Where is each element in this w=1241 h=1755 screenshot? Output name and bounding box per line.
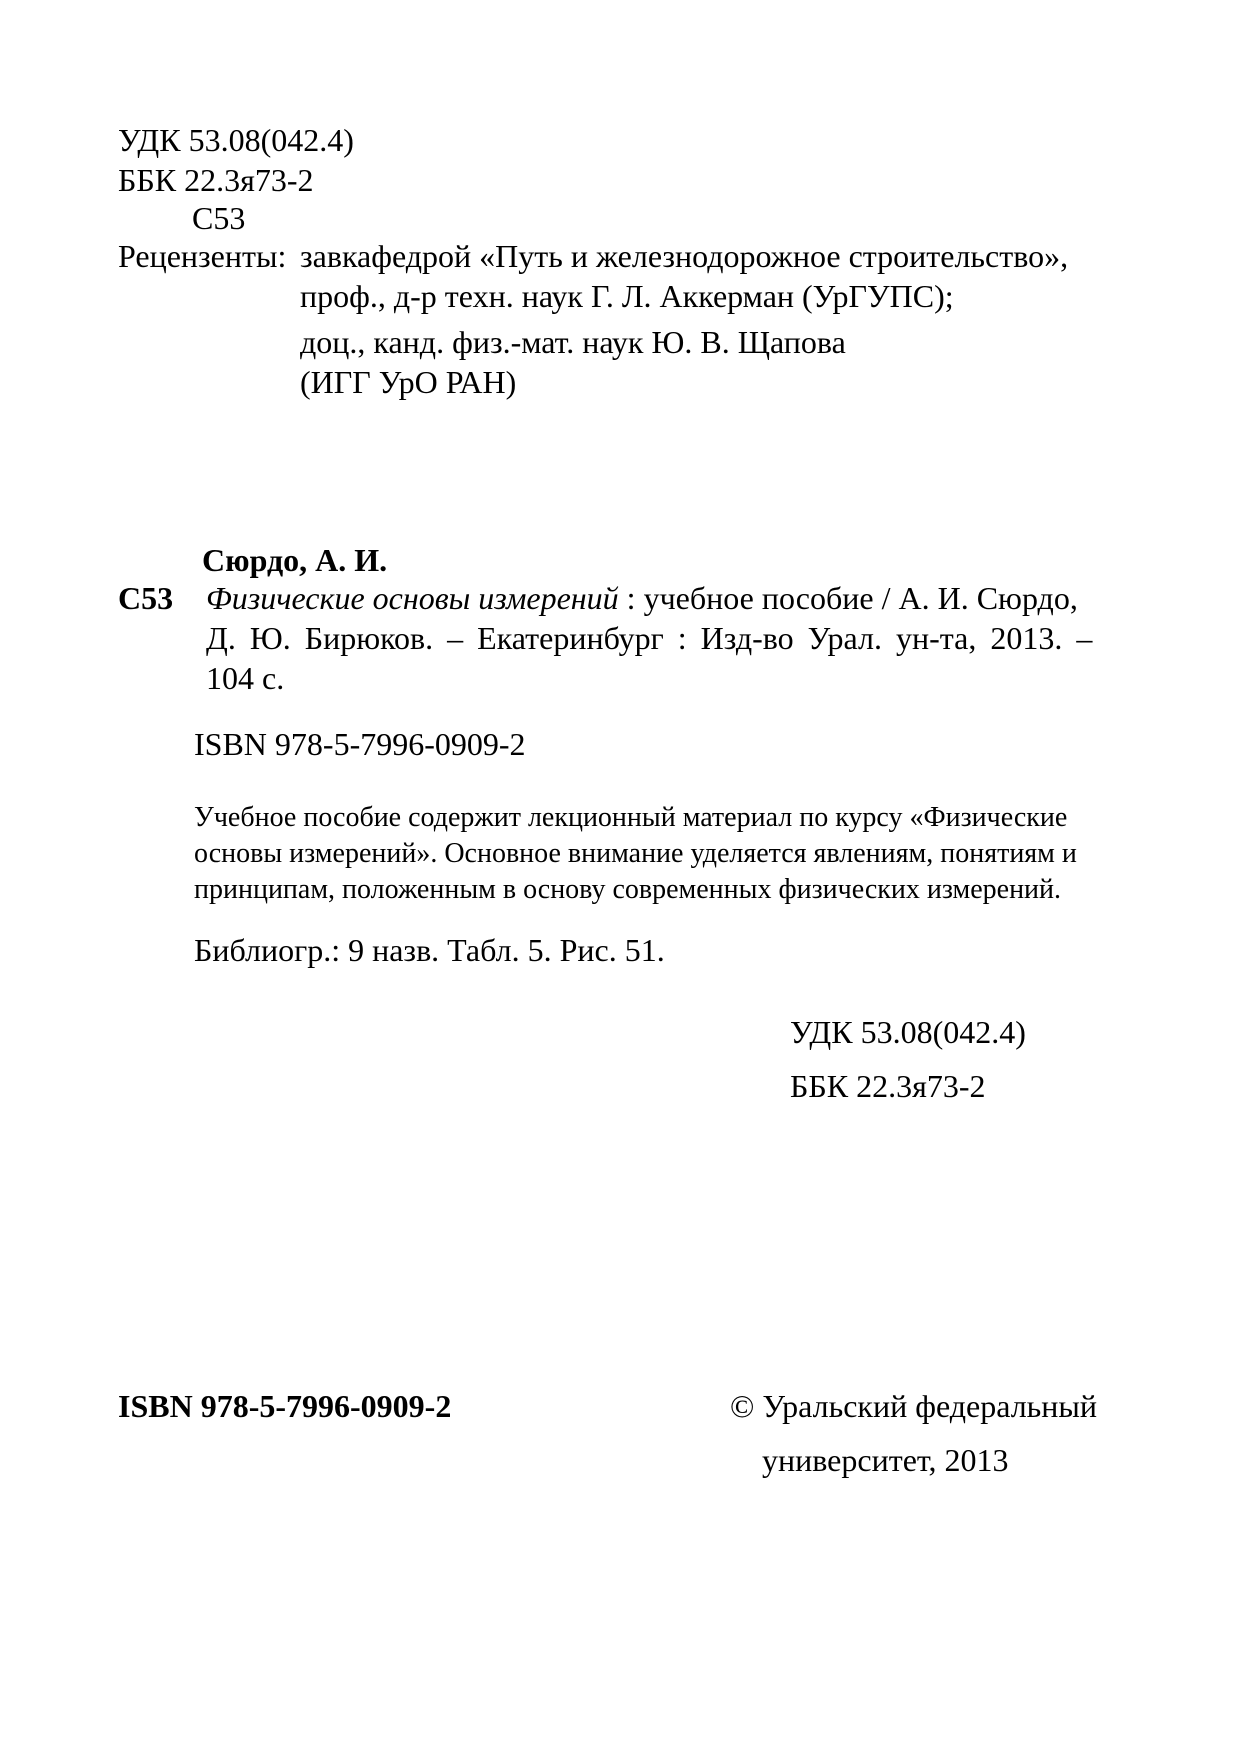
bibliography-info: Библиогр.: 9 назв. Табл. 5. Рис. 51. (194, 932, 665, 968)
bottom-isbn: ISBN 978-5-7996-0909-2 (118, 1388, 452, 1424)
copyright-line-2: университет, 2013 (762, 1442, 1009, 1478)
catalog-line-2: Д. Ю. Бирюков. – Екатеринбург : Изд-во Урал. ун-та, 2013. – (206, 620, 1093, 656)
annotation-line-3: принципам, положенным в основу современных физических измерений. (194, 874, 1062, 905)
catalog-line-1-rest: : учебное пособие / А. И. Сюрдо, (618, 580, 1078, 616)
reviewer-line-1: завкафедрой «Путь и железнодорожное строительство», (300, 238, 1069, 274)
footer-bbk-code: ББК 22.3я73-2 (790, 1068, 986, 1104)
udk-code: УДК 53.08(042.4) (118, 122, 354, 158)
catalog-isbn: ISBN 978-5-7996-0909-2 (194, 726, 526, 762)
copyright-line-1: © Уральский федеральный (730, 1388, 1097, 1424)
catalog-line-3: 104 с. (206, 660, 285, 696)
catalog-line-1 (206, 578, 1078, 618)
reviewers-label: Рецензенты: (118, 238, 287, 274)
annotation-line-1: Учебное пособие содержит лекционный материал по курсу «Физические (194, 802, 1068, 833)
catalog-author: Сюрдо, А. И. (202, 542, 388, 578)
catalog-mark: С53 (118, 580, 174, 616)
bbk-code: ББК 22.3я73-2 (118, 162, 314, 198)
author-mark: С53 (192, 200, 246, 236)
footer-udk-code: УДК 53.08(042.4) (790, 1014, 1026, 1050)
book-title: Физические основы измерений (206, 580, 619, 616)
annotation-line-2: основы измерений». Основное внимание уделяется явлениям, понятиям и (194, 838, 1077, 869)
reviewer-line-4: (ИГГ УрО РАН) (300, 364, 517, 400)
reviewer-line-2: проф., д-р техн. наук Г. Л. Аккерман (УрГУПС); (300, 278, 954, 314)
reviewer-line-3: доц., канд. физ.-мат. наук Ю. В. Щапова (300, 324, 846, 360)
